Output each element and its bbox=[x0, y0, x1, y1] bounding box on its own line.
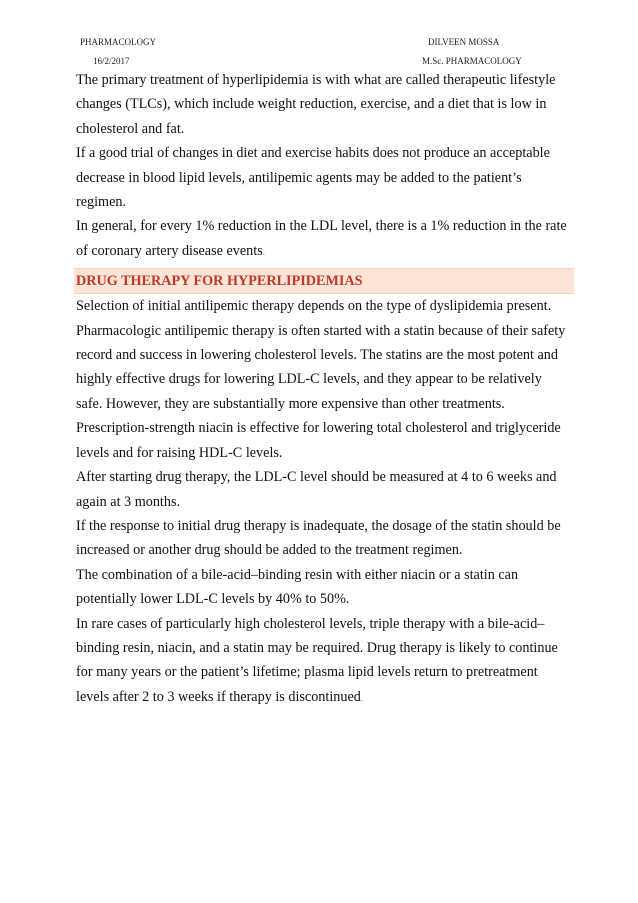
header-degree: M.Sc. PHARMACOLOGY bbox=[422, 56, 522, 66]
section-paragraph-5: If the response to initial drug therapy is inadequate, the dosage of the statin should be increased or another drug should be added to the treatment regimen. bbox=[76, 517, 561, 559]
section-paragraph-6: The combination of a bile-acid–binding resin with either niacin or a statin can potentially lower LDL-C levels by 40% to 50%. bbox=[76, 566, 519, 608]
section-paragraph-7-text: In rare cases of particularly high cholesterol levels, triple therapy with a bile-acid–binding resin, niacin, and a statin may be required. Drug therapy is likely to continue for many years or the patient’s lifetime; plasma lipid levels return to pretreatment levels after 2 to 3 weeks if therapy is discontinued bbox=[76, 615, 558, 705]
header-date: 16/2/2017 bbox=[93, 56, 130, 66]
section-paragraph-7-end: . bbox=[360, 692, 364, 703]
document-body bbox=[76, 68, 568, 710]
intro-paragraph-2: If a good trial of changes in diet and exercise habits does not produce an acceptable decrease in blood lipid levels, antilipemic agents may be added to the patient’s regimen. bbox=[76, 145, 550, 211]
section-paragraph-2: Pharmacologic antilipemic therapy is often started with a statin because of their safety record and success in lowering cholesterol levels. The statins are the most potent and highly effective drugs for lowering LDL-C levels, and they appear to be relatively safe. However, they are substantially more expensive than other treatments. bbox=[76, 322, 566, 412]
section-paragraph-1: Selection of initial antilipemic therapy depends on the type of dyslipidemia present. bbox=[76, 298, 552, 315]
section-paragraph-3: Prescription-strength niacin is effective for lowering total cholesterol and triglyceride levels and for raising HDL-C levels. bbox=[76, 420, 561, 461]
intro-paragraph-3-text: In general, for every 1% reduction in the LDL level, there is a 1% reduction in the rate of coronary artery disease events bbox=[76, 218, 567, 259]
section-paragraph-7 bbox=[76, 612, 568, 711]
section-paragraph-4: After starting drug therapy, the LDL-C level should be measured at 4 to 6 weeks and again at 3 months. bbox=[76, 469, 557, 510]
intro-paragraph-3-end: . bbox=[262, 246, 265, 257]
header-subject: PHARMACOLOGY bbox=[80, 37, 157, 47]
header-author: DILVEEN MOSSA bbox=[428, 37, 500, 47]
section-heading: DRUG THERAPY FOR HYPERLIPIDEMIAS bbox=[74, 268, 574, 294]
intro-paragraph-3 bbox=[76, 214, 568, 264]
intro-paragraph-1: The primary treatment of hyperlipidemia is with what are called therapeutic lifestyle changes (TLCs), which include weight reduction, exercise, and a diet that is low in cholesterol and fat. bbox=[76, 72, 556, 137]
